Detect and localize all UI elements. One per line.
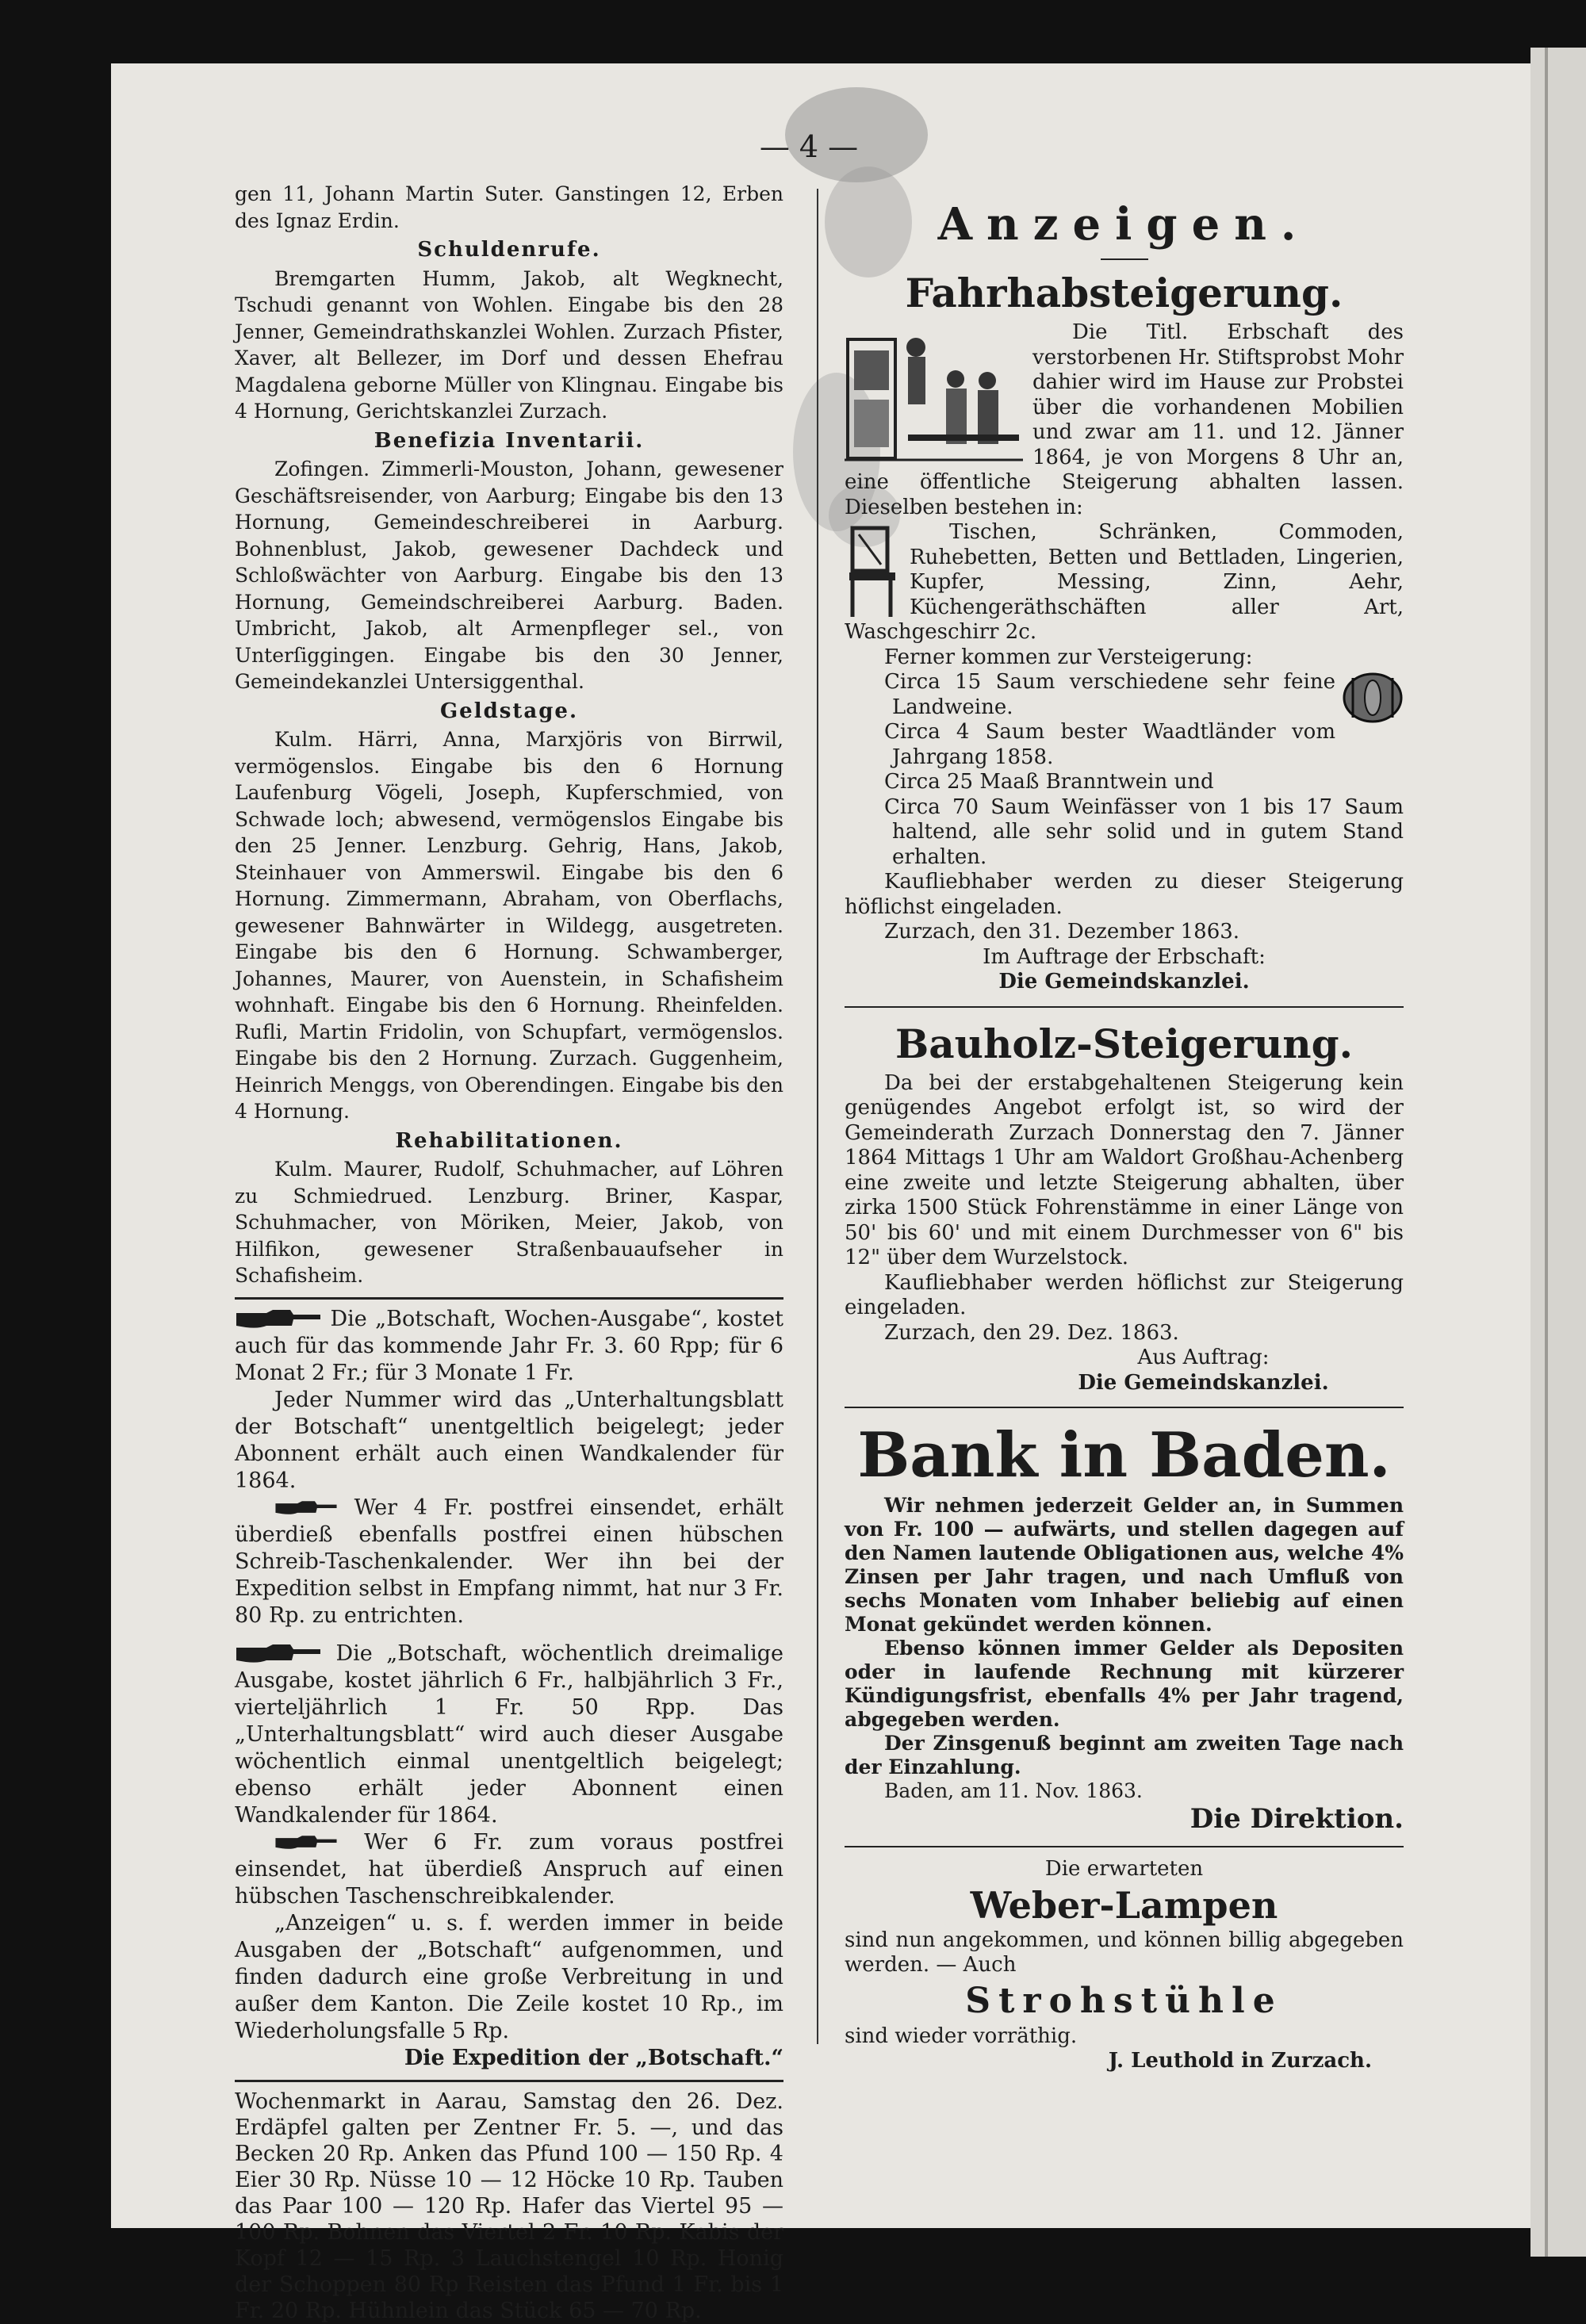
botschaft-weekly-notice [235,1306,783,1629]
botschaft-thrice-p2 [235,1829,783,1910]
section-rule [845,1006,1404,1008]
chair-icon [845,525,900,620]
barrel-icon [1342,670,1404,726]
bauholz-signature: Die Gemeindskanzlei. [1078,1370,1329,1395]
fahrhab-notice [845,320,1404,995]
rehabilitationen-text: Kulm. Maurer, Rudolf, Schuhmacher, auf Löhren zu Schmiedrued. Lenzburg. Briner, Kaspar, Schuhmacher, von Möriken, Meier, Jakob, von Hilfikon, gewesener Straßenbauaufseher in Schafisheim. [235,1158,783,1287]
fahrhab-item: Circa 15 Saum verschiedene sehr feine Landweine. [884,670,1335,719]
next-page-edge [1530,48,1586,2257]
botschaft-weekly-p3-text: Wer 4 Fr. postfrei einsendet, erhält überdieß ebenfalls postfrei einen hübschen Schreib-Taschenkalender. Wer ihn bei der Expedition selbst in Empfang nimmt, hat nur 3 Fr. 80 Rp. zu entrichten. [235,1495,783,1628]
bank-notice [845,1494,1404,1835]
section-rule [845,1407,1404,1408]
section-rule [235,1297,783,1300]
botschaft-weekly-p2: Jeder Nummer wird das „Unterhaltungsblatt der Botschaft“ unentgeltlich beigelegt; jeder Abonnent erhält auch einen Wandkalender für 1864. [235,1387,783,1493]
fahrhab-title: Fahrhabsteigerung. [905,270,1343,316]
bauholz-p2: Kaufliebhaber werden höflichst zur Steigerung eingeladen. [845,1270,1404,1319]
weber-intro: Die erwarteten [1044,1857,1204,1881]
bauholz-auftrag: Aus Auftrag: [1137,1346,1270,1369]
fahrhab-p3: Ferner kommen zur Versteigerung: [884,645,1253,669]
short-rule [1101,258,1148,260]
weber-notice [845,1857,1404,2074]
intro-text: gen 11, Johann Martin Suter. Ganstingen 12, Erben des Ignaz Erdin. [235,182,783,232]
section-heading-rehabilitationen: Rehabilitationen. [395,1128,623,1153]
fahrhab-items [845,670,1404,870]
bauholz-title: Bauholz-Steigerung. [895,1020,1354,1067]
section-rule [235,2080,783,2082]
botschaft-weekly-p1 [235,1306,783,1387]
bauholz-notice [845,1071,1404,1396]
anzeigen-heading: Anzeigen. [937,198,1311,251]
fahrhab-signature: Die Gemeindskanzlei. [998,970,1250,994]
weber-p2: sind wieder vorräthig. [845,2023,1078,2048]
left-column [235,181,783,2324]
botschaft-thrice-notice [235,1641,783,2072]
fahrhab-item: Circa 25 Maaß Branntwein und [884,770,1214,794]
geldstage-text: Kulm. Härri, Anna, Marxjöris von Birrwil, vermögenslos. Eingabe bis den 6 Hornung Laufenburg Vögeli, Joseph, Kupferschmied, von Schwade loch; abwesend, vermögenslos Eingabe bis den 25 Jenner. Lenzburg. Gehrig, Hans, Jakob, Steinhauer von Ammerswil. Eingabe bis den 6 Hornung. Zimmermann, Abraham, von Oberflachs, gewesener Bahnwärter in Wildegg, ausgetreten. Eingabe bis den 6 Hornung. Schwamberger, Johannes, Maurer, von Auenstein, in Schafisheim wohnhaft. Eingabe bis den 6 Hornung. Rheinfelden. Rufli, Martin Fridolin, von Schupfart, vermögenslos. Eingabe bis den 2 Hornung. Zurzach. Guggenheim, Heinrich Menggs, von Oberendingen. Eingabe bis den 4 Hornung. [235,728,783,1123]
fahrhab-p2: Tischen, Schränken, Commoden, Ruhebetten, Betten und Bettladen, Lingerien, Kupfer, Messing, Zinn, Aehr, Küchengeräthschäften aller Art, Waschgeschirr 2c. [845,520,1404,644]
botschaft-thrice-p2-text: Wer 6 Fr. zum voraus postfrei einsendet, hat überdieß Anspruch auf einen hübschen Taschenschreibkalender. [235,1829,783,1909]
bank-signature: Die Direktion. [1190,1803,1404,1835]
fahrhab-p1: Die Titl. Erbschaft des verstorbenen Hr. Stiftsprobst Mohr dahier wird im Hause zur Probstei über die vorhandenen Mobilien und zwar am 11. und 12. Jänner 1864, je von Morgens 8 Uhr an, eine öffentliche Steigerung abhalten lassen. Dieselben bestehen in: [845,320,1404,519]
page-fold [1545,48,1548,2257]
bank-date: Baden, am 11. Nov. 1863. [884,1779,1143,1802]
section-heading-schuldenrufe: Schuldenrufe. [417,238,601,262]
bank-p3: Der Zinsgenuß beginnt am zweiten Tage nach der Einzahlung. [845,1732,1404,1778]
botschaft-thrice-p1 [235,1641,783,1829]
fahrhab-item: Circa 4 Saum bester Waadtländer vom Jahrgang 1858. [884,720,1335,769]
botschaft-thrice-p1-text: Die „Botschaft, wöchentlich dreimalige Ausgabe, kostet jährlich 6 Fr., halbjährlich 3 Fr., vierteljährlich 1 Fr. 50 Rpp. Das „Unterhaltungsblatt“ wird auch dieser Ausgabe wöchentlich einmal unentgeltlich beigelegt; ebenso erhält jeder Abonnent einen Wandkalender für 1864. [235,1641,783,1828]
pointing-hand-icon [274,1499,338,1517]
botschaft-weekly-p3 [235,1495,783,1629]
weber-p1: sind nun angekommen, und können billig abgegeben werden. — Auch [845,1928,1404,1977]
auction-woodcut-illustration [845,324,1023,466]
schuldenrufe-text: Bremgarten Humm, Jakob, alt Wegknecht, Tschudi genannt von Wohlen. Eingabe bis den 28 Jenner, Gemeindrathskanzlei Wohlen. Zurzach Pfister, Xaver, alt Bellezer, im Dorf und dessen Ehefrau Magdalena geborne Müller von Klingnau. Eingabe bis 4 Hornung, Gerichtskanzlei Zurzach. [235,266,783,423]
botschaft-signature: Die Expedition der „Botschaft.“ [404,2045,783,2070]
section-heading-geldstage: Geldstage. [439,699,579,723]
pointing-hand-icon [235,1643,322,1665]
fahrhab-item: Circa 70 Saum Weinfässer von 1 bis 17 Saum haltend, alle sehr solid und in gutem Stand erhalten. [884,794,1404,869]
column-divider [817,189,818,2044]
bank-p2: Ebenso können immer Gelder als Depositen oder in laufende Rechnung mit kürzerer Kündigungsfrist, ebenfalls 4% per Jahr tragend, abgegeben werden. [845,1637,1404,1731]
section-heading-benefizia: Benefizia Inventarii. [374,428,645,453]
section-rule [845,1846,1404,1847]
botschaft-thrice-p3: „Anzeigen“ u. s. f. werden immer in beide Ausgaben der „Botschaft“ aufgenommen, und finden dadurch eine große Verbreitung in und außer dem Kanton. Die Zeile kostet 10 Rp., im Wiederholungsfalle 5 Rp. [235,1910,783,2043]
strohstuehle-title: Strohstühle [965,1980,1283,2021]
fahrhab-date: Zurzach, den 31. Dezember 1863. [884,920,1240,944]
weber-title: Weber-Lampen [970,1883,1278,1927]
fahrhab-auftrag: Im Auftrage der Erbschaft: [983,944,1266,969]
bauholz-date: Zurzach, den 29. Dez. 1863. [884,1320,1179,1345]
fahrhab-p4: Kaufliebhaber werden zu dieser Steigerung höflichst eingeladen. [845,870,1404,919]
bauholz-p1: Da bei der erstabgehaltenen Steigerung kein genügendes Angebot erfolgt ist, so wird der Gemeinderath Zurzach Donnerstag den 7. Jänner 1864 Mittags 1 Uhr am Waldort Großhau-Achenberg eine zweite und letzte Steigerung abhalten, über zirka 1500 Stück Fohrenstämme in einer Länge von 50' bis 60' und mit einem Durchmesser von 6" bis 12" über dem Wurzelstock. [845,1070,1404,1269]
right-column [845,190,1404,2074]
weber-signature: J. Leuthold in Zurzach. [1108,2049,1372,2073]
benefizia-text: Zofingen. Zimmerli-Mouston, Johann, gewesener Geschäftsreisender, von Aarburg; Eingabe bis den 13 Hornung, Gemeindeschreiberei in Aarburg. Bohnenblust, Jakob, gewesener Dachdeck und Schloßwächter von Aarburg. Eingabe bis den 13 Hornung, Gemeindschreiberei Aarburg. Baden. Umbricht, Jakob, alt Armenpfleger sel., von Unterſiggingen. Eingabe bis den 30 Jenner, Gemeindekanzlei Untersiggenthal. [235,458,783,693]
pointing-hand-icon [274,1834,338,1851]
pointing-hand-icon [235,1308,322,1330]
page-number: — 4 — [759,129,859,164]
wochenmarkt-text: Wochenmarkt in Aarau, Samstag den 26. Dez. Erdäpfel galten per Zentner Fr. 5. —, und das Becken 20 Rp. Anken das Pfund 100 — 150 Rp. 4 Eier 30 Rp. Nüsse 10 — 12 Höcke 10 Rp. Tauben das Paar 100 — 120 Rp. Hafer das Viertel 95 — 100 Rp. Bohnen das Viertel 2 Fr. 10 Rp. Kabis der Kopf 12 — 15 Rp. 3 Lauchstengel 10 Rp. Honig der Schoppen 80 Rp Reisten das Pfund 1 Fr. bis 1 Fr. 20 Rp. Hühnlein das Stück 65 — 70 Rp. [235,2089,783,2323]
bank-p1: Wir nehmen jederzeit Gelder an, in Summen von Fr. 100 — aufwärts, und stellen dagegen auf den Namen lautende Obligationen aus, welche 4% Zinsen per Jahr tragen, und nach Umfluß von sechs Monaten vom Inhaber beliebig auf einen Monat gekündet werden können. [845,1494,1404,1636]
bank-title: Bank in Baden. [857,1419,1391,1491]
botschaft-weekly-p1-text: Die „Botschaft, Wochen-Ausgabe“, kostet auch für das kommende Jahr Fr. 3. 60 Rpp; für 6 Monat 2 Fr.; für 3 Monate 1 Fr. [235,1306,783,1385]
